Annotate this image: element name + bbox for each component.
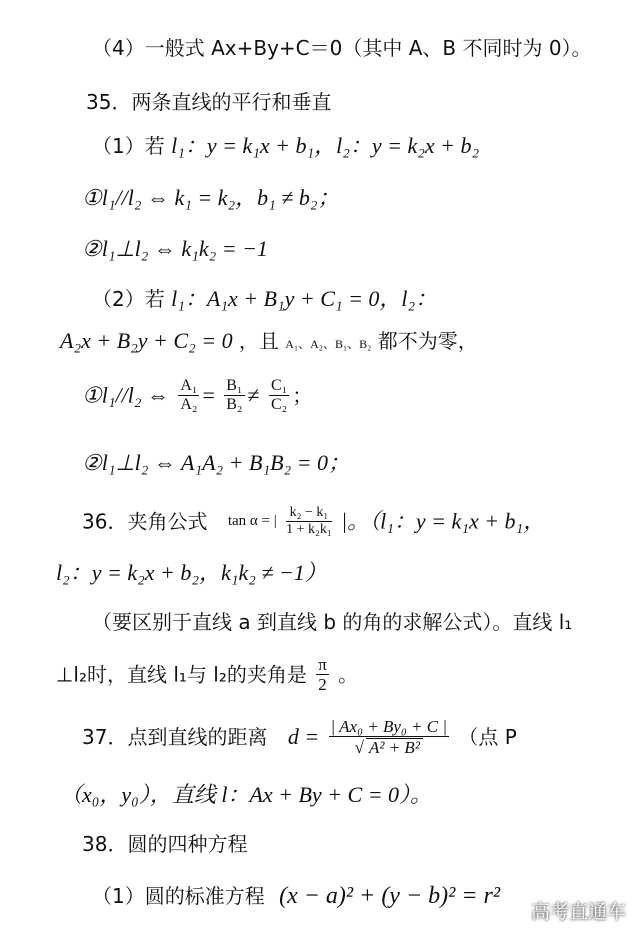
section-36-perp-pre: ⊥l₂时，直线 l₁与 l₂的夹角是 — [56, 662, 307, 687]
section-37 — [82, 718, 517, 756]
standard-circle-equation: (x − a)² + (y − b)² = r² — [279, 883, 501, 909]
fraction-c1: C₁ — [270, 377, 288, 394]
fraction-c1-c2 — [269, 378, 289, 413]
s35-part1-label: （1）若 — [92, 134, 165, 158]
section-38-part1-label: （1）圆的标准方程 — [92, 884, 265, 908]
section-36 — [82, 506, 545, 537]
fraction-b1: B₁ — [226, 377, 243, 394]
s35-part2-label: （2）若 — [92, 287, 165, 311]
s35-part1-cond1: ①l₁//l₂ ⇔ k₁ = k₂，b₁ ≠ b₂； — [82, 185, 340, 210]
tan-formula: tan α = | — [227, 513, 277, 529]
section-36-note: （要区别于直线 a 到直线 b 的角的求解公式）。直线 l₁ — [92, 610, 573, 634]
section-37-after: （点 P — [458, 725, 517, 749]
s35-part2-cond-post: 都不为零， — [377, 329, 478, 353]
s35-part2-cond1-pre: ①l₁//l₂ ⇔ — [82, 382, 169, 408]
section-38-part1 — [92, 884, 500, 908]
sqrt-radicand: A² + B² — [366, 738, 423, 756]
s35-part2-cond2: ②l₁⊥l₂ ⇔ A₁A₂ + B₁B₂ = 0； — [82, 450, 351, 475]
fraction-b1-b2 — [224, 378, 244, 413]
pi-den: 2 — [318, 675, 327, 694]
section-36-title: 36．夹角公式 — [82, 509, 208, 534]
s35-part2-cont — [60, 330, 478, 352]
section-38-title: 38．圆的四种方程 — [82, 832, 248, 856]
s35-part1 — [92, 135, 479, 157]
general-form-line: （4）一般式 Ax+By+C＝0（其中 A、B 不同时为 0）。 — [92, 36, 592, 60]
distance-fraction-den: √ A² + B² — [329, 737, 450, 756]
section-35-title: 35．两条直线的平行和垂直 — [86, 90, 332, 114]
fraction-a1-a2 — [178, 378, 199, 413]
watermark: 高考直通车 — [530, 901, 626, 923]
s35-part2-math-a: l₁：A₁x + B₁y + C₁ = 0，l₂： — [171, 286, 438, 311]
s35-part2 — [92, 288, 437, 310]
semicolon: ； — [292, 383, 313, 408]
equals-sign: = — [202, 382, 215, 408]
angle-fraction — [286, 506, 332, 537]
section-36-perp-post: 。 — [338, 662, 359, 687]
angle-fraction-den: 1 + k₂k₁ — [286, 522, 332, 537]
fraction-c2: C₂ — [270, 396, 288, 413]
s35-part1-math: l₁：y = k₁x + b₁，l₂：y = k₂x + b₂ — [171, 133, 480, 158]
pi-over-2 — [316, 656, 329, 693]
angle-fraction-num: k₂ − k₁ — [286, 506, 332, 522]
not-equal-sign: ≠ — [247, 382, 260, 408]
fraction-a2: A₂ — [180, 396, 198, 413]
section-36-perp — [56, 656, 358, 693]
pi-num: π — [318, 655, 327, 674]
s35-part2-cond-vars: A₁、A₂、B₁、B₂ — [285, 337, 372, 351]
distance-fraction-num: | Ax₀ + By₀ + C | — [330, 717, 448, 736]
s35-part2-cond-pre: ，且 — [238, 329, 279, 353]
distance-d: d = — [287, 724, 320, 749]
section-37-cont: （x₀，y₀），直线 l：Ax + By + C = 0）。 — [60, 782, 433, 807]
fraction-b2: B₂ — [226, 396, 243, 413]
distance-fraction — [329, 718, 450, 756]
section-37-title: 37．点到直线的距离 — [82, 725, 268, 749]
section-36-after: |。（l₁：y = k₁x + b₁， — [341, 508, 546, 534]
s35-part1-cond2: ②l₁⊥l₂ ⇔ k₁k₂ = −1 — [82, 236, 268, 261]
fraction-a1: A₁ — [180, 377, 198, 394]
s35-part2-cond1 — [82, 378, 312, 413]
section-36-cont: l₂：y = k₂x + b₂，k₁k₂ ≠ −1） — [56, 560, 327, 585]
s35-part2-math-b: A₂x + B₂y + C₂ = 0 — [60, 328, 233, 353]
